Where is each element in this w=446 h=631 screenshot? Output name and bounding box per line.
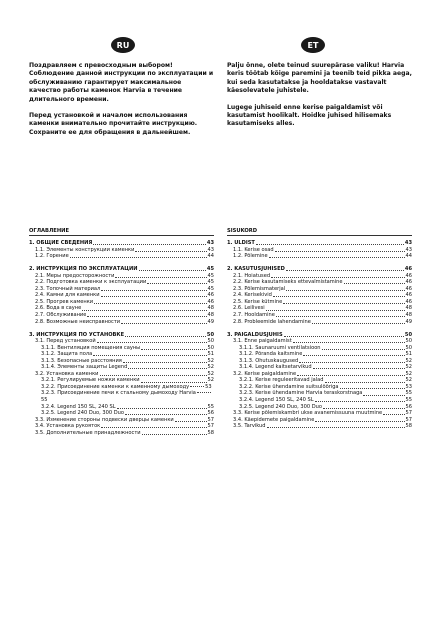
- toc-dot-leader: [325, 382, 405, 383]
- toc-entry-title: 2.3. Топочный материал: [35, 285, 101, 292]
- toc-entry-title: 3.1.4. Элементы защиты Legend: [41, 364, 128, 371]
- toc-dot-leader: [269, 257, 405, 258]
- toc-entry-page: 52: [207, 377, 214, 384]
- toc-entry-page: 48: [405, 311, 412, 318]
- toc-entry-title: 3.1.3. Ohutuskaugused: [239, 357, 299, 364]
- toc-dot-leader: [363, 395, 404, 396]
- toc-entry: [29, 430, 214, 437]
- toc-dot-leader: [100, 375, 207, 376]
- toc-dot-leader: [141, 349, 206, 350]
- toc-entry-page: 45: [207, 285, 214, 292]
- toc-dot-leader: [175, 421, 207, 422]
- toc-entry-page: 44: [405, 253, 412, 260]
- toc-dot-leader: [256, 244, 404, 245]
- toc-dot-leader: [93, 244, 206, 245]
- toc-dot-leader: [322, 349, 405, 350]
- toc-entry-page: 45: [207, 272, 214, 279]
- toc-entry-page: 55: [405, 390, 412, 397]
- toc-dot-leader: [125, 414, 207, 415]
- toc-entry: [227, 423, 412, 430]
- toc-dot-leader: [142, 434, 207, 435]
- intro-paragraph-1: Palju õnne, olete teinud suurepärase valiku! Harvia keris töötab kõige paremini ja teenib teid pikka aega, kui seda kasutatakse ja hooldatakse vastavalt käesolevatele juhistele.: [227, 62, 412, 95]
- toc-entry-title: 1.1. Kerise osad: [233, 246, 274, 253]
- toc-entry-title: 3.2.3. Присоединение печи к стальному дымоходу Harvia: [41, 390, 196, 397]
- toc-dot-leader: [293, 342, 405, 343]
- toc-entry-page: 57: [405, 410, 412, 417]
- toc-dot-leader: [297, 375, 404, 376]
- toc-entry-title: 3.1.1. Saunaruumi ventilatsioon: [239, 344, 321, 351]
- toc-entry-page: 48: [207, 311, 214, 318]
- toc-entry-page: 50: [206, 331, 214, 338]
- toc-entry-page: 48: [207, 305, 214, 312]
- toc-entry-page: 50: [404, 331, 412, 338]
- toc-entry-title: 3.5. Tarvikud: [233, 423, 266, 430]
- toc-entry-title: 2.5. Kerise kütmine: [233, 298, 283, 305]
- toc-title-et: SISUKORD: [227, 228, 258, 234]
- toc-dot-leader: [383, 414, 404, 415]
- toc-dot-leader: [101, 290, 206, 291]
- toc-dot-leader: [70, 257, 207, 258]
- toc-entry-page: 51: [207, 351, 214, 358]
- toc-dot-leader: [123, 362, 207, 363]
- toc-entry-page: 53: [205, 383, 212, 390]
- toc-title-ru: ОГЛАВЛЕНИЕ: [29, 228, 70, 234]
- toc-entry-page: 46: [405, 272, 412, 279]
- toc-entry-title: 3.2.4. Legend 150 SL, 240 SL: [41, 403, 116, 410]
- toc-dot-leader: [101, 427, 206, 428]
- toc-entry-title: 2.6. Leilivesi: [233, 305, 265, 312]
- toc-entry-title: 2.3. Põlemismaterjal: [233, 285, 286, 292]
- toc-entry-title: 1.2. Горение: [35, 253, 69, 260]
- table-of-contents-et: [227, 240, 412, 430]
- toc-entry-title: 3.2.2. Присоединение каменки к каменному дымоходу: [41, 383, 190, 390]
- language-badge-ru: RU: [111, 37, 135, 53]
- intro-et: [227, 62, 412, 137]
- toc-entry-page: 57: [207, 423, 214, 430]
- toc-divider: [29, 235, 214, 236]
- toc-dot-leader: [286, 270, 404, 271]
- language-badge-et: ET: [301, 37, 325, 53]
- toc-entry-title: 2.7. Обслуживание: [35, 311, 87, 318]
- toc-entry-page: 46: [405, 285, 412, 292]
- toc-dot-leader: [87, 316, 206, 317]
- toc-entry-title: 3.3. Kerise põlemiskambri ukse avanemissuuna muutmine: [233, 410, 383, 417]
- toc-dot-leader: [101, 296, 207, 297]
- toc-dot-leader: [315, 421, 404, 422]
- toc-entry-title: 1. ОБЩИЕ СВЕДЕНИЯ: [29, 240, 93, 246]
- toc-dot-leader: [141, 382, 207, 383]
- toc-entry-title: 3.2.5. Legend 240 Duo, 300 Duo: [41, 410, 124, 417]
- intro-paragraph-2: Перед установкой и началом использования каменки внимательно прочитайте инструкцию. Сохраните ее для обращения в дальнейшем.: [29, 112, 198, 136]
- toc-entry-page: 46: [405, 279, 412, 286]
- toc-dot-leader: [313, 368, 405, 369]
- toc-entry-title: 2.2. Подготовка каменки к эксплуатации: [35, 279, 147, 286]
- toc-dot-leader: [93, 355, 206, 356]
- toc-dot-leader: [299, 362, 404, 363]
- toc-entry-page: 52: [405, 364, 412, 371]
- toc-entry-page: 43: [207, 246, 214, 253]
- toc-entry-title: 3. PAIGALDUSJUHIS: [227, 331, 283, 338]
- toc-entry-page: 53: [405, 383, 412, 390]
- toc-entry-title: 2.4. Kerisekivid: [233, 292, 272, 299]
- toc-entry-title: 3.2. Kerise paigaldamine: [233, 370, 297, 377]
- toc-entry-page: 48: [405, 305, 412, 312]
- toc-entry-page: 43: [405, 246, 412, 253]
- toc-entry-page: 52: [207, 364, 214, 371]
- toc-entry-title: 3.4. Käepidemete paigaldamine: [233, 416, 315, 423]
- toc-dot-leader: [128, 368, 206, 369]
- toc-entry-title: 3.1.1. Вентиляция помещения сауны: [41, 344, 141, 351]
- toc-dot-leader: [275, 251, 405, 252]
- toc-entry-title: 3. ИНСТРУКЦИЯ ПО УСТАНОВКЕ: [29, 331, 125, 338]
- toc-entry-title: 3.1.4. Legend kaitsetarvikud: [239, 364, 312, 371]
- toc-entry-title: 3.1.3. Безопасные расстояния: [41, 357, 122, 364]
- toc-entry-page: 46: [405, 292, 412, 299]
- toc-entry-page: 46: [207, 298, 214, 305]
- toc-dot-leader: [340, 388, 405, 389]
- toc-dot-leader: [121, 323, 206, 324]
- toc-entry-page: 49: [207, 318, 214, 325]
- toc-entry: [29, 390, 214, 403]
- toc-entry-page: 52: [207, 370, 214, 377]
- toc-dot-leader: [97, 342, 207, 343]
- toc-dot-leader: [312, 323, 405, 324]
- toc-entry-page: 58: [207, 429, 214, 436]
- toc-dot-leader: [125, 336, 206, 337]
- toc-dot-leader: [315, 401, 405, 402]
- toc-entry-title: 3.2.2. Kerise ühendamine suitsulõõriga: [239, 383, 339, 390]
- toc-entry-title: 3.1.2. Põranda kaitsmine: [239, 351, 303, 358]
- toc-dot-leader: [117, 408, 207, 409]
- toc-entry-title: 3.2.1. Регулируемые ножки каменки: [41, 377, 140, 384]
- toc-dot-leader: [344, 283, 405, 284]
- toc-entry-page: 57: [207, 416, 214, 423]
- toc-entry-title: 3.1. Перед установкой: [35, 338, 96, 345]
- toc-entry-page: 45: [207, 279, 214, 286]
- toc-entry-page: 58: [405, 423, 412, 430]
- table-of-contents-ru: [29, 240, 214, 436]
- toc-entry-page: 46: [405, 298, 412, 305]
- toc-dot-leader: [267, 427, 405, 428]
- intro-ru: [29, 62, 214, 145]
- toc-entry-title: 2. ИНСТРУКЦИЯ ПО ЭКСПЛУАТАЦИИ: [29, 266, 138, 273]
- toc-dot-leader: [284, 336, 404, 337]
- toc-entry-page: 52: [405, 357, 412, 364]
- toc-dot-leader: [286, 290, 404, 291]
- toc-dot-leader: [135, 251, 206, 252]
- toc-entry-title: 3.2.3. Kerise ühendamine Harvia teraskorstnaga: [239, 390, 363, 397]
- toc-entry-page: 52: [207, 357, 214, 364]
- toc-entry-page: 55: [207, 403, 214, 410]
- toc-entry-title: 3.2. Установка каменки: [35, 370, 99, 377]
- toc-dot-leader: [115, 277, 206, 278]
- toc-entry-title: 2.1. Меры предосторожности: [35, 272, 115, 279]
- toc-dot-leader: [271, 277, 404, 278]
- toc-entry-page: 52: [405, 377, 412, 384]
- toc-entry-title: 2.2. Kerise kasutamiseks ettevalmistamine: [233, 279, 343, 286]
- toc-entry-title: 2.5. Прогрев каменки: [35, 298, 94, 305]
- toc-entry-page: 57: [405, 416, 412, 423]
- toc-entry-title: 1. ÜLDIST: [227, 240, 255, 246]
- toc-dot-leader: [197, 392, 211, 393]
- toc-entry-title: 3.1.2. Защита пола: [41, 351, 93, 358]
- toc-entry-title: 2. KASUTUSJUHISED: [227, 266, 285, 273]
- toc-entry-page: 46: [404, 266, 412, 273]
- toc-entry-page: 51: [405, 351, 412, 358]
- toc-entry-page: 44: [207, 253, 214, 260]
- toc-entry-title: 3.5. Дополнительные принадлежности: [35, 429, 141, 436]
- toc-entry-page: 56: [405, 403, 412, 410]
- toc-dot-leader: [276, 316, 405, 317]
- toc-dot-leader: [283, 303, 404, 304]
- toc-dot-leader: [139, 270, 206, 271]
- toc-entry-page: 46: [207, 292, 214, 299]
- toc-dot-leader: [94, 303, 206, 304]
- toc-entry-title: 3.2.1. Kerise reguleeritavad jalad: [239, 377, 324, 384]
- toc-entry-page: 43: [404, 240, 412, 246]
- toc-dot-leader: [273, 296, 405, 297]
- toc-entry-page: 55: [405, 397, 412, 404]
- toc-entry-page: 43: [206, 240, 214, 246]
- toc-entry-page: 50: [207, 344, 214, 351]
- toc-entry-title: 1.1. Элементы конструкции каменки: [35, 246, 135, 253]
- toc-dot-leader: [303, 355, 404, 356]
- toc-entry-page: 56: [207, 410, 214, 417]
- toc-entry-title: 2.8. Probleemide lahendamine: [233, 318, 311, 325]
- intro-paragraph-2: Lugege juhiseid enne kerise paigaldamist või kasutamist hoolikalt. Hoidke juhised hilisemaks kasutamiseks alles.: [227, 103, 392, 128]
- toc-entry-page: 45: [206, 266, 214, 273]
- toc-entry-title: 3.4. Установка рукояток: [35, 423, 101, 430]
- toc-entry-page: 50: [405, 338, 412, 345]
- toc-entry-title: 3.2.5. Legend 240 Duo, 300 Duo: [239, 403, 322, 410]
- toc-entry-title: 1.2. Põlemine: [233, 253, 268, 260]
- toc-entry-title: 2.1. Hoiatused: [233, 272, 271, 279]
- toc-entry-title: 3.2.4. Legend 150 SL, 240 SL: [239, 397, 314, 404]
- toc-divider: [227, 235, 412, 236]
- toc-entry-page: 49: [405, 318, 412, 325]
- toc-entry-title: 3.1. Enne paigaldamist: [233, 338, 292, 345]
- intro-paragraph-1: Поздравляем с превосходным выбором! Соблюдение данной инструкции по эксплуатации и обслуживанию гарантирует максимальное качество работы каменок Harvia в течение длительного времени.: [29, 62, 214, 103]
- toc-dot-leader: [190, 386, 204, 387]
- toc-dot-leader: [147, 283, 206, 284]
- toc-entry-title: 3.3. Изменение стороны подвески дверцы каменки: [35, 416, 174, 423]
- toc-entry-page: 52: [405, 370, 412, 377]
- toc-entry-page: 55: [41, 397, 48, 404]
- toc-entry-page: 50: [207, 338, 214, 345]
- toc-entry-title: 2.8. Возможные неисправности: [35, 318, 121, 325]
- toc-dot-leader: [323, 408, 405, 409]
- toc-dot-leader: [266, 310, 405, 311]
- toc-entry-page: 50: [405, 344, 412, 351]
- toc-entry-title: 2.4. Камни для каменки: [35, 292, 100, 299]
- toc-entry-title: 2.7. Hooldamine: [233, 311, 275, 318]
- toc-dot-leader: [82, 310, 206, 311]
- toc-entry-title: 2.6. Вода в сауне: [35, 305, 82, 312]
